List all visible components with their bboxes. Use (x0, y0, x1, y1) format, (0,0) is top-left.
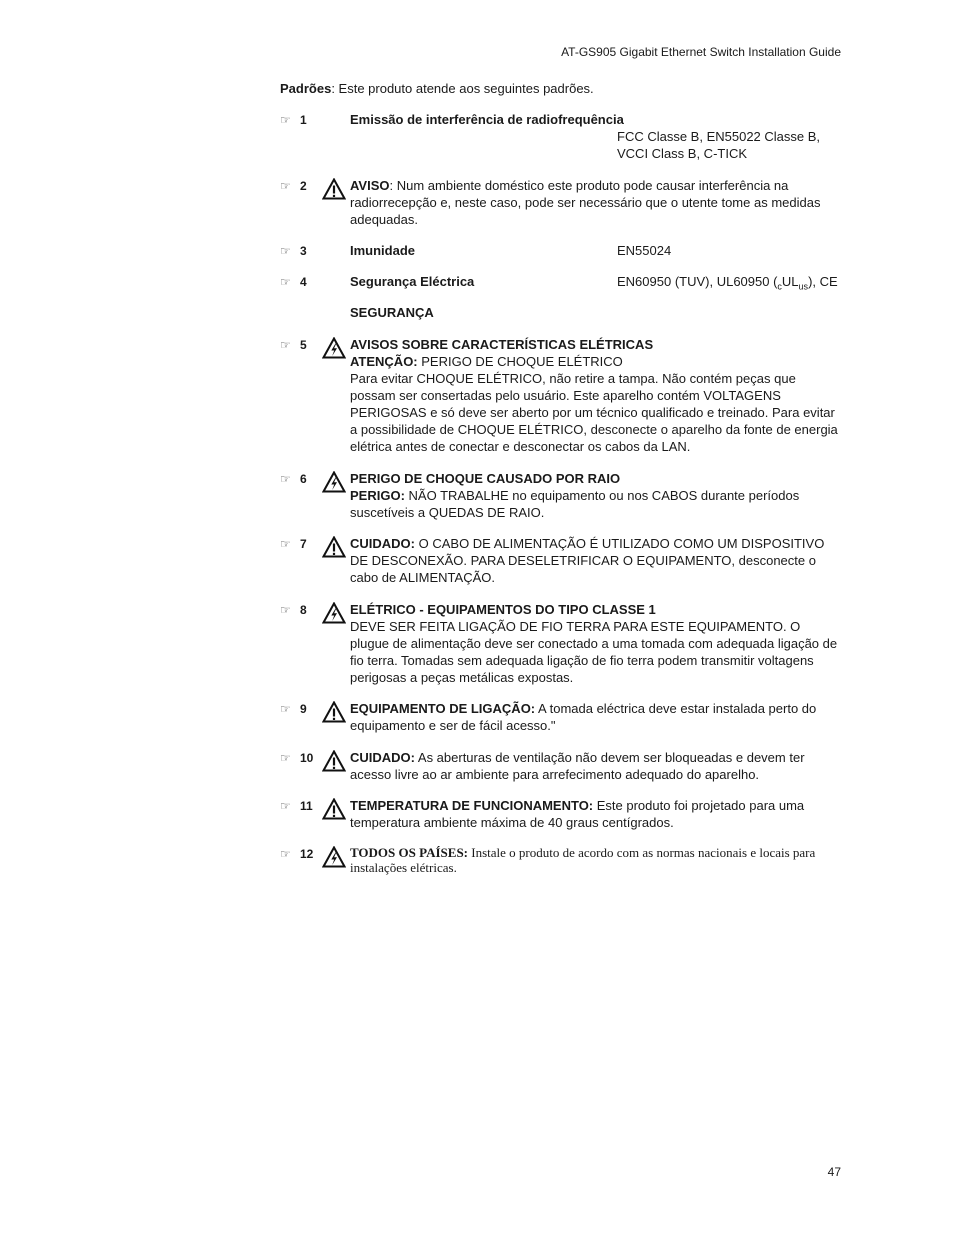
item-text: DEVE SER FEITA LIGAÇÃO DE FIO TERRA PARA ESTE EQUIPAMENTO. O plugue de alimentação deve ser conectado a uma tomada com adequada ligação de fio terra. Tomadas sem adequada ligação de fio terra podem transmitir voltagens perigosas a peças metálicas expostas. (350, 619, 838, 685)
item-title: CUIDADO: (350, 536, 415, 551)
pointing-hand-icon: ☞ (280, 179, 291, 193)
page-number: 47 (827, 1165, 841, 1179)
item-text: As aberturas de ventilação não devem ser bloqueadas e devem ter acesso livre ao ar ambiente para arrefecimento adequado do aparelho. (350, 750, 805, 782)
item-title: PERIGO DE CHOQUE CAUSADO POR RAIO (350, 471, 621, 486)
item-value: FCC Classe B, EN55022 Classe B, VCCI Class B, C-TICK (617, 129, 821, 161)
pointing-hand-icon: ☞ (280, 472, 291, 486)
item-title: ELÉTRICO - EQUIPAMENTOS DO TIPO CLASSE 1 (350, 602, 656, 617)
item-text: Para evitar CHOQUE ELÉTRICO, não retire a tampa. Não contém peças que possam ser consertadas pelo usuário. Este aparelho contém VOLTAGENS PERIGOSAS e só deve ser aberto por um técnico qualificado e treinado. Para evitar a possibilidade de CHOQUE ELÉTRICO, desconecte o aparelho da fonte de energia elétrica antes de conectar e desconectar os cabos da LAN. (350, 371, 838, 454)
item-title: AVISO (350, 178, 390, 193)
pointing-hand-icon: ☞ (280, 603, 291, 617)
item-number: 10 (300, 751, 314, 765)
item-number: 8 (300, 603, 307, 617)
pointing-hand-icon: ☞ (280, 751, 291, 765)
item-number: 5 (300, 338, 307, 352)
standards-intro (280, 80, 594, 97)
item-number: 6 (300, 472, 307, 486)
item-value: EN55024 (617, 243, 672, 258)
pointing-hand-icon: ☞ (280, 702, 291, 716)
item-title: TODOS OS PAÍSES: (350, 845, 469, 860)
item-title: Emissão de interferência de radiofrequência (350, 112, 624, 127)
item-value: EN60950 (TUV), UL60950 $(_cUL_{us})$, CE (617, 274, 838, 292)
item-number: 11 (300, 799, 313, 813)
item-title: Segurança Eléctrica (350, 274, 475, 289)
item-text: : Num ambiente doméstico este produto pode causar interferência na radiorrecepção e, neste caso, pode ser necessário que o utente tome as medidas adequadas. (350, 178, 821, 227)
item-number: 3 (300, 244, 307, 258)
standards-text: : Este produto atende aos seguintes padrões. (331, 81, 594, 96)
warning-triangle-icon (322, 798, 346, 820)
warning-triangle-icon (322, 178, 346, 200)
item-number: 7 (300, 537, 307, 551)
item-sublabel: PERIGO: (350, 488, 405, 503)
pointing-hand-icon: ☞ (280, 847, 291, 861)
pointing-hand-icon: ☞ (280, 537, 291, 551)
electrical-warning-icon (322, 602, 346, 624)
item-text: A tomada eléctrica deve estar instalada perto do equipamento e ser de fácil acesso." (350, 701, 817, 733)
item-sublabel: ATENÇÃO: (350, 354, 418, 369)
electrical-warning-icon (322, 471, 346, 493)
item-number: 9 (300, 702, 307, 716)
item-title: CUIDADO: (350, 750, 415, 765)
item-number: 2 (300, 179, 307, 193)
item-number: 1 (300, 113, 307, 127)
warning-triangle-icon (322, 536, 346, 558)
pointing-hand-icon: ☞ (280, 244, 291, 258)
item-title: Imunidade (350, 243, 416, 258)
electrical-warning-icon (322, 846, 346, 868)
item-text: Instale o produto de acordo com as normas nacionais e locais para instalações elétricas. (350, 845, 816, 875)
warning-triangle-icon (322, 750, 346, 772)
running-header: AT-GS905 Gigabit Ethernet Switch Installation Guide (561, 45, 841, 59)
standards-label: Padrões (280, 81, 332, 96)
item-title: TEMPERATURA DE FUNCIONAMENTO: (350, 798, 594, 813)
electrical-warning-icon (322, 337, 346, 359)
pointing-hand-icon: ☞ (280, 338, 291, 352)
item-number: 4 (300, 275, 307, 289)
item-text: Este produto foi projetado para uma temperatura ambiente máxima de 40 graus centígrados. (350, 798, 805, 830)
item-title: AVISOS SOBRE CARACTERÍSTICAS ELÉTRICAS (350, 337, 654, 352)
item-number: 12 (300, 847, 314, 861)
item-text: O CABO DE ALIMENTAÇÃO É UTILIZADO COMO UM DISPOSITIVO DE DESCONEXÃO. PARA DESELETRIFICAR O EQUIPAMENTO, desconecte o cabo de ALIMENTAÇÃO. (350, 536, 825, 585)
pointing-hand-icon: ☞ (280, 113, 291, 127)
pointing-hand-icon: ☞ (280, 275, 291, 289)
item-title: EQUIPAMENTO DE LIGAÇÃO: (350, 701, 536, 716)
warning-triangle-icon (322, 701, 346, 723)
pointing-hand-icon: ☞ (280, 799, 291, 813)
